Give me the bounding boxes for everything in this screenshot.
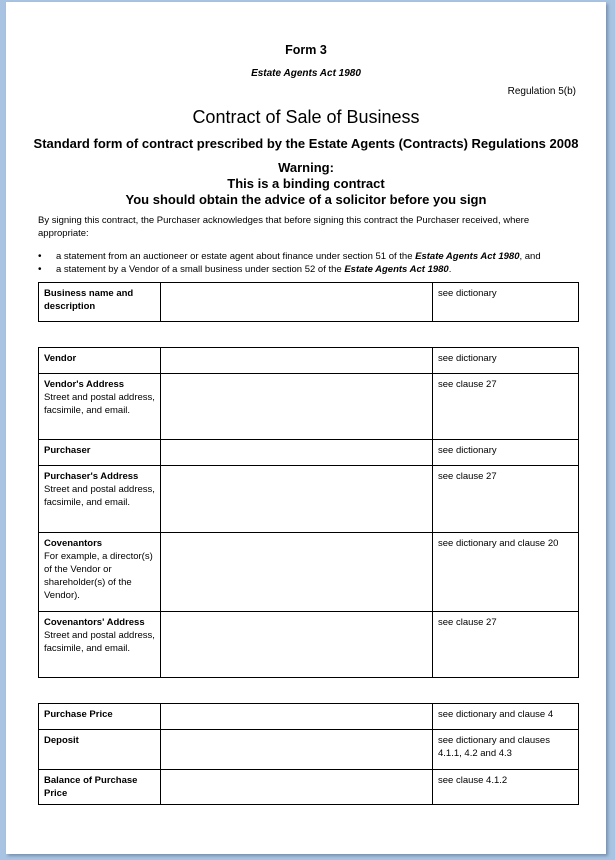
- field-input-cell[interactable]: [161, 533, 433, 612]
- business-table: [38, 282, 579, 322]
- bullet-suffix: , and: [519, 251, 541, 262]
- intro-text: By signing this contract, the Purchaser acknowledges that before signing this contract the Purchaser received, where appropriate:: [38, 215, 530, 239]
- field-label: Covenantors' Address: [44, 617, 145, 628]
- field-label: Covenantors: [44, 538, 103, 549]
- field-label-cell: [39, 466, 161, 533]
- page-title: Contract of Sale of Business: [192, 107, 420, 127]
- list-item: [38, 263, 586, 276]
- act-reference: Estate Agents Act 1980: [344, 264, 449, 275]
- table-row: [39, 348, 579, 374]
- act-reference: Estate Agents Act 1980: [415, 251, 520, 262]
- field-description: Street and postal address, facsimile, and email.: [44, 392, 155, 416]
- field-reference: see dictionary and clause 4: [433, 704, 579, 730]
- field-label-cell: [39, 533, 161, 612]
- price-table: [38, 703, 579, 805]
- field-label-cell: [39, 348, 161, 374]
- field-label: Vendor: [44, 353, 77, 364]
- bullet-text: a statement from an auctioneer or estate agent about finance under section 51 of the: [56, 251, 416, 262]
- field-description: Street and postal address, facsimile, and email.: [44, 484, 155, 508]
- field-reference: see dictionary: [433, 440, 579, 466]
- field-label-cell: [39, 730, 161, 770]
- field-input-cell[interactable]: [161, 348, 433, 374]
- field-label: Purchase Price: [44, 709, 113, 720]
- field-input-cell[interactable]: [161, 440, 433, 466]
- field-label-cell: [39, 283, 161, 322]
- field-input-cell[interactable]: [161, 770, 433, 805]
- field-input-cell[interactable]: [161, 730, 433, 770]
- list-item: [38, 250, 586, 263]
- bullet-icon: •: [38, 251, 42, 262]
- field-reference: see dictionary and clause 20: [433, 533, 579, 612]
- field-label-cell: [39, 612, 161, 678]
- field-reference: see clause 27: [433, 466, 579, 533]
- field-label: Business name and description: [44, 288, 134, 312]
- document-page: [6, 2, 606, 854]
- field-label-cell: [39, 374, 161, 440]
- field-reference: see clause 27: [433, 612, 579, 678]
- field-input-cell[interactable]: [161, 374, 433, 440]
- field-label-cell: [39, 704, 161, 730]
- form-number: Form 3: [285, 43, 327, 57]
- warning-heading: Warning:: [278, 160, 334, 175]
- table-row: [39, 704, 579, 730]
- table-row: [39, 770, 579, 805]
- bullet-icon: •: [38, 264, 42, 275]
- field-input-cell[interactable]: [161, 466, 433, 533]
- parties-table: [38, 347, 579, 678]
- field-input-cell[interactable]: [161, 612, 433, 678]
- field-label-cell: [39, 440, 161, 466]
- table-row: [39, 533, 579, 612]
- bullet-suffix: .: [448, 264, 452, 275]
- page-subtitle: Standard form of contract prescribed by the Estate Agents (Contracts) Regulations 2008: [33, 136, 579, 151]
- bullet-text: a statement by a Vendor of a small business under section 52 of the: [56, 264, 345, 275]
- field-description: For example, a director(s) of the Vendor or shareholder(s) of the Vendor).: [44, 551, 153, 601]
- field-label: Vendor's Address: [44, 379, 125, 390]
- warning-line-1: This is a binding contract: [227, 176, 385, 191]
- warning-block: [6, 160, 606, 208]
- acknowledgement-list: [38, 250, 586, 276]
- field-label: Purchaser: [44, 445, 91, 456]
- field-reference: see clause 4.1.2: [433, 770, 579, 805]
- field-description: Street and postal address, facsimile, and email.: [44, 630, 155, 654]
- field-label: Balance of Purchase Price: [44, 775, 138, 799]
- field-label: Purchaser's Address: [44, 471, 139, 482]
- table-row: [39, 612, 579, 678]
- regulation-ref: Regulation 5(b): [507, 86, 576, 97]
- table-row: [39, 283, 579, 322]
- field-input-cell[interactable]: [161, 704, 433, 730]
- table-row: [39, 440, 579, 466]
- field-label: Deposit: [44, 735, 79, 746]
- field-reference: see dictionary and clauses 4.1.1, 4.2 and 4.3: [433, 730, 579, 770]
- warning-line-2: You should obtain the advice of a solicitor before you sign: [125, 192, 487, 207]
- field-reference: see dictionary: [433, 348, 579, 374]
- table-row: [39, 730, 579, 770]
- field-reference: see dictionary: [433, 283, 579, 322]
- field-label-cell: [39, 770, 161, 805]
- act-name: Estate Agents Act 1980: [251, 68, 361, 79]
- table-row: [39, 374, 579, 440]
- field-input-cell[interactable]: [161, 283, 433, 322]
- field-reference: see clause 27: [433, 374, 579, 440]
- table-row: [39, 466, 579, 533]
